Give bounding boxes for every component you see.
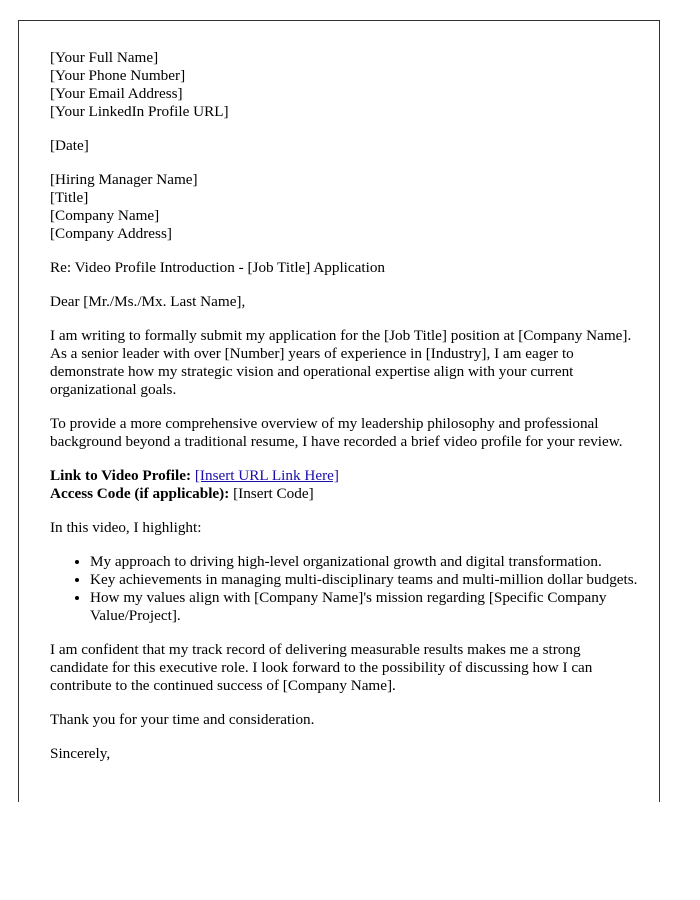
sender-block [50,49,640,121]
subject-line: Re: Video Profile Introduction - [Job Title] Application [50,259,386,276]
intro-paragraph: I am writing to formally submit my application for the [Job Title] position at [Company Name]. As a senior leader with over [Number] years of experience in [Industry], I am eager to demonstrate how my strategic vision and operational expertise align with your current organizational goals. [50,327,632,398]
salutation: Dear [Mr./Ms./Mx. Last Name], [50,293,246,310]
highlights-intro: In this video, I highlight: [50,519,202,536]
list-item: • How my values align with [Company Name]'s mission regarding [Specific Company Value/Project]. [90,589,640,625]
recipient-block [50,171,640,243]
video-paragraph: To provide a more comprehensive overview of my leadership philosophy and professional background beyond a traditional resume, I have recorded a brief video profile for your review. [50,415,623,450]
letter-date: [Date] [50,137,89,154]
access-code-label: Access Code (if applicable): [50,485,230,502]
sender-phone: [Your Phone Number] [50,67,186,84]
sender-name: [Your Full Name] [50,49,159,66]
recipient-company: [Company Name] [50,207,160,224]
access-code-line [50,485,640,503]
recipient-address: [Company Address] [50,225,172,242]
recipient-name: [Hiring Manager Name] [50,171,198,188]
recipient-title: [Title] [50,189,89,206]
letter-page [18,20,660,802]
sender-email: [Your Email Address] [50,85,183,102]
thanks-line: Thank you for your time and consideration. [50,711,315,728]
list-item: • Key achievements in managing multi-disciplinary teams and multi-million dollar budgets. [90,571,640,589]
video-link-label: Link to Video Profile: [50,467,192,484]
highlights-list [50,553,640,625]
access-code-value: [Insert Code] [233,485,314,502]
video-link-line [50,467,640,485]
closing-paragraph: I am confident that my track record of delivering measurable results makes me a strong candidate for this executive role. I look forward to the possibility of discussing how I can contribute to the continued success of [Company Name]. [50,641,593,694]
list-item: • My approach to driving high-level organizational growth and digital transformation. [90,553,640,571]
sender-linkedin: [Your LinkedIn Profile URL] [50,103,229,120]
video-details [50,467,640,503]
video-profile-link[interactable]: [Insert URL Link Here] [194,467,339,484]
letter-content [50,49,640,779]
signoff: Sincerely, [50,745,111,762]
